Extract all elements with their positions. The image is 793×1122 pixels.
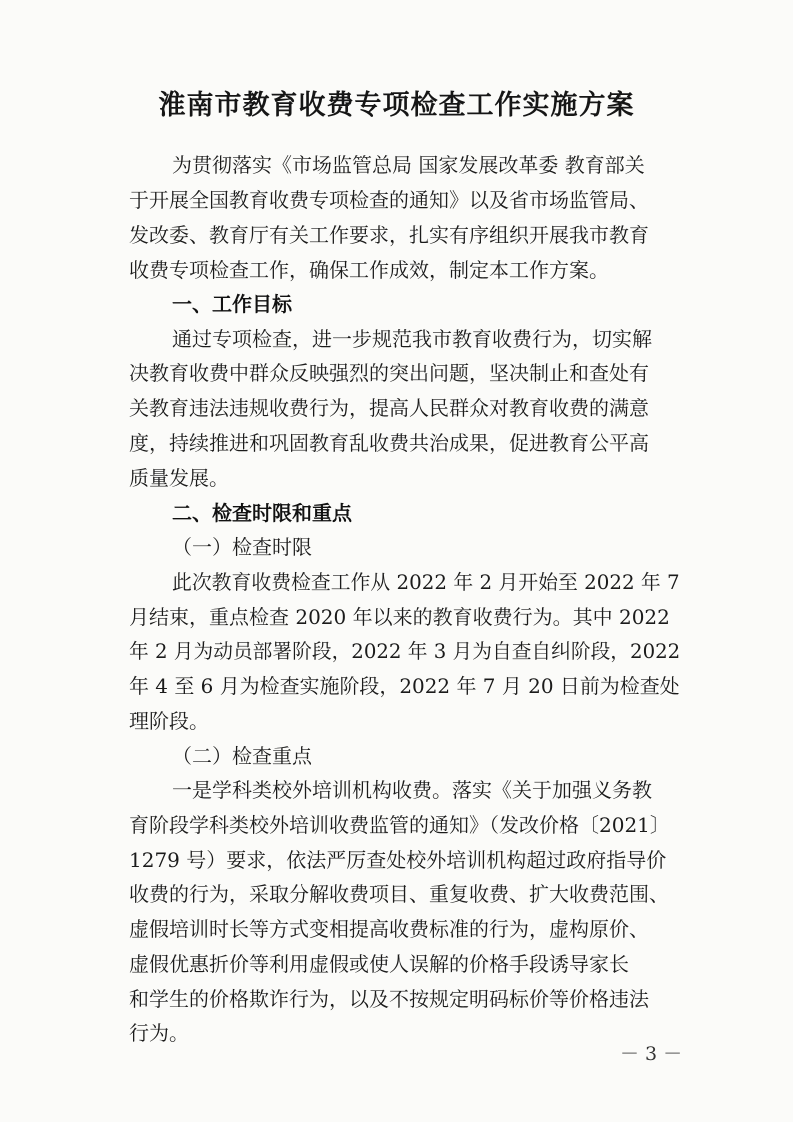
body-line: 一是学科类校外培训机构收费。落实《关于加强义务教 bbox=[172, 778, 652, 802]
body-line: 质量发展。 bbox=[129, 466, 229, 490]
body-line: 收费专项检查工作，确保工作成效，制定本工作方案。 bbox=[129, 258, 609, 282]
body-line: 育阶段学科类校外培训收费监管的通知》（发改价格〔2021〕 bbox=[129, 813, 670, 837]
body-line: 虚假优惠折价等利用虚假或使人误解的价格手段诱导家长 bbox=[129, 952, 629, 976]
body-line: 虚假培训时长等方式变相提高收费标准的行为，虚构原价、 bbox=[129, 917, 649, 941]
body-line: 为贯彻落实《市场监管总局 国家发展改革委 教育部关 bbox=[172, 153, 645, 177]
section-heading-goals: 一、工作目标 bbox=[172, 292, 292, 316]
body-line: 发改委、教育厅有关工作要求，扎实有序组织开展我市教育 bbox=[129, 223, 649, 247]
page-number: － 3 － bbox=[620, 1043, 683, 1065]
body-line: 1279 号）要求，依法严厉查处校外培训机构超过政府指导价 bbox=[129, 848, 667, 872]
body-line: 月结束，重点检查 2020 年以来的教育收费行为。其中 2022 bbox=[129, 605, 670, 629]
body-line: 收费的行为，采取分解收费项目、重复收费、扩大收费范围、 bbox=[129, 882, 669, 906]
body-line: 度，持续推进和巩固教育乱收费共治成果，促进教育公平高 bbox=[129, 431, 649, 455]
document-title: 淮南市教育收费专项检查工作实施方案 bbox=[158, 90, 635, 121]
section-heading-period-and-focus: 二、检查时限和重点 bbox=[172, 501, 352, 525]
body-line: 行为。 bbox=[129, 1021, 189, 1045]
subsection-heading-focus: （二）检查重点 bbox=[172, 744, 312, 768]
body-line: 通过专项检查，进一步规范我市教育收费行为，切实解 bbox=[172, 327, 652, 351]
body-line: 于开展全国教育收费专项检查的通知》以及省市场监管局、 bbox=[129, 188, 649, 212]
body-line: 理阶段。 bbox=[129, 709, 209, 733]
body-line: 年 4 至 6 月为检查实施阶段，2022 年 7 月 20 日前为检查处 bbox=[129, 674, 680, 698]
subsection-heading-period: （一）检查时限 bbox=[172, 535, 312, 559]
body-line: 关教育违法违规收费行为，提高人民群众对教育收费的满意 bbox=[129, 396, 649, 420]
body-line: 此次教育收费检查工作从 2022 年 2 月开始至 2022 年 7 bbox=[172, 570, 680, 594]
body-line: 决教育收费中群众反映强烈的突出问题，坚决制止和查处有 bbox=[129, 361, 649, 385]
body-line: 年 2 月为动员部署阶段，2022 年 3 月为自查自纠阶段，2022 bbox=[129, 639, 681, 663]
body-line: 和学生的价格欺诈行为，以及不按规定明码标价等价格违法 bbox=[129, 987, 649, 1011]
